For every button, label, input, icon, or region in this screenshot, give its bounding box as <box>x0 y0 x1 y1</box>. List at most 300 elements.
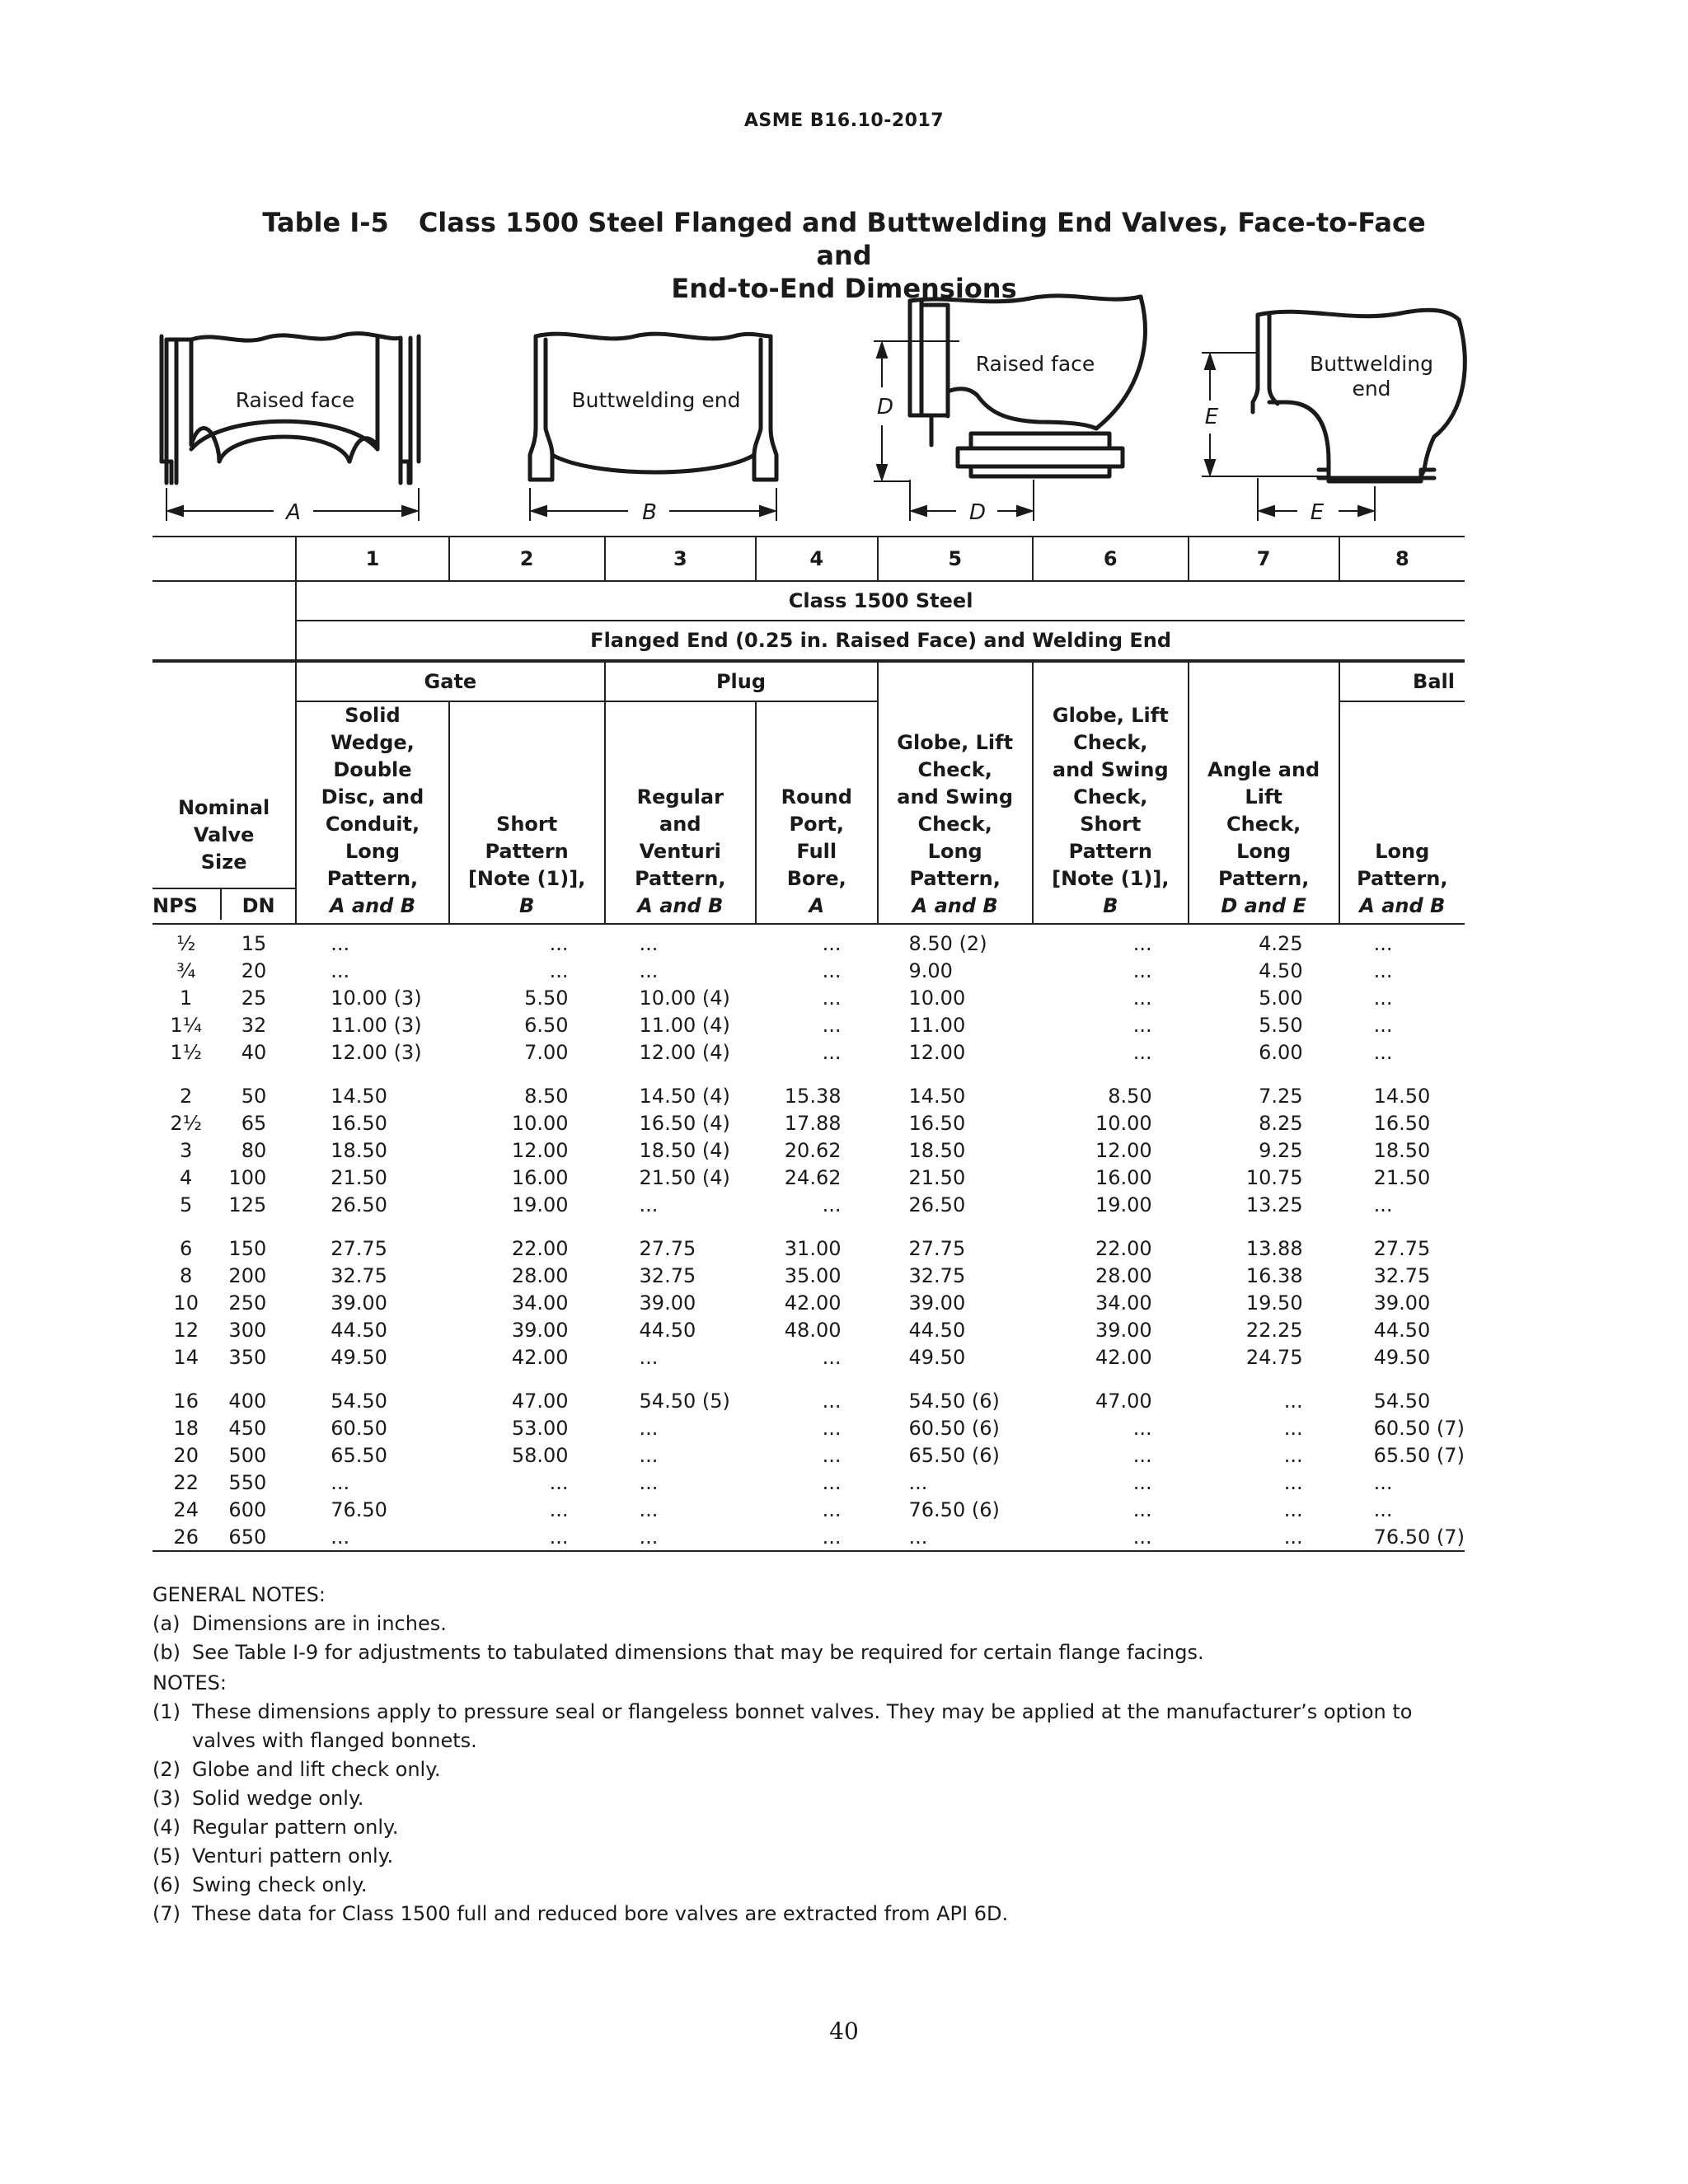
end-type-header: Flanged End (0.25 in. Raised Face) and Welding End <box>296 621 1465 661</box>
value-cell: 44.50 <box>331 1318 387 1342</box>
value-cell: ... <box>1132 1013 1152 1037</box>
col-head-ball-long <box>1339 701 1465 924</box>
dn-cell: 40 <box>241 1040 267 1064</box>
dn-cell: 600 <box>228 1497 267 1521</box>
col-head-pattern: B <box>1103 894 1118 917</box>
figure-label-a: Raised face <box>235 388 355 412</box>
col-head-pattern: B <box>518 894 535 917</box>
dn-cell: 50 <box>241 1084 267 1108</box>
nps-cell: 3 <box>180 1138 193 1162</box>
value-cell: ... <box>1283 1525 1303 1549</box>
value-cell: ... <box>1132 958 1152 982</box>
value-cell: ... <box>822 1443 842 1467</box>
table-row <box>152 1523 1465 1551</box>
value-cell: 5.50 <box>524 986 569 1010</box>
value-cell: 49.50 <box>331 1345 387 1369</box>
nps-cell: 1 <box>180 986 193 1010</box>
general-notes-list <box>152 1610 1471 1667</box>
note-item <box>152 1698 1471 1755</box>
value-cell: 14.50 (4) <box>639 1084 730 1108</box>
value-cell: 49.50 <box>1373 1345 1431 1369</box>
table-row <box>152 1082 1465 1109</box>
col-head-line: Check, <box>917 758 992 781</box>
table-row <box>152 1343 1465 1371</box>
value-cell: 54.50 <box>331 1389 387 1413</box>
value-cell: 54.50 <box>1373 1389 1431 1413</box>
table-row <box>152 1262 1465 1289</box>
value-cell: 9.25 <box>1259 1138 1303 1162</box>
value-cell: 48.00 <box>784 1318 842 1342</box>
table-row <box>152 930 1465 957</box>
col-head-line: Regular <box>636 785 724 808</box>
dn-cell: 150 <box>228 1236 267 1260</box>
dn-cell: 15 <box>241 931 267 955</box>
value-cell: 18.50 <box>908 1138 966 1162</box>
note-label: (2) <box>152 1758 181 1781</box>
table-row <box>152 1414 1465 1441</box>
value-cell: ... <box>1283 1416 1303 1440</box>
value-cell: ... <box>639 1193 659 1216</box>
dn-cell: 100 <box>228 1165 267 1189</box>
nps-cell: 8 <box>180 1263 193 1287</box>
nps-cell: 10 <box>173 1291 199 1315</box>
col-head-line: Disc, and <box>321 785 424 808</box>
table-row <box>152 1011 1465 1038</box>
col-head-globe-short <box>1033 661 1189 924</box>
value-cell: ... <box>549 958 569 982</box>
value-cell: 26.50 <box>908 1193 966 1216</box>
col-head-line: Long <box>1236 840 1292 863</box>
col-head-line: Round <box>781 785 852 808</box>
value-cell: 14.50 <box>331 1084 387 1108</box>
value-cell: ... <box>1132 931 1152 955</box>
notes-section <box>152 1581 1471 1929</box>
group-ball: Ball <box>1339 661 1465 701</box>
col-head-line: Venturi <box>639 840 721 863</box>
value-cell: 5.00 <box>1259 986 1303 1010</box>
note-text: Solid wedge only. <box>192 1787 364 1810</box>
value-cell: 9.00 <box>908 958 953 982</box>
value-cell: 76.50 (6) <box>908 1497 1000 1521</box>
value-cell: 11.00 (4) <box>639 1013 730 1037</box>
value-cell: 4.50 <box>1259 958 1303 982</box>
value-cell: ... <box>549 1497 569 1521</box>
value-cell: 18.50 <box>1373 1138 1431 1162</box>
note-item <box>152 1755 1471 1784</box>
note-label: (1) <box>152 1700 181 1723</box>
col-head-line: Pattern, <box>1357 867 1448 890</box>
value-cell: 10.00 <box>908 986 966 1010</box>
value-cell: 10.00 <box>511 1111 569 1135</box>
nps-cell: 2½ <box>170 1111 202 1135</box>
value-cell: 18.50 <box>331 1138 387 1162</box>
value-cell: ... <box>1373 1497 1393 1521</box>
nps-cell: 2 <box>180 1084 193 1108</box>
nps-cell: ½ <box>176 931 196 955</box>
table-row <box>152 1164 1465 1191</box>
table-row <box>152 1441 1465 1469</box>
valve-diagrams <box>0 0 1688 544</box>
col-head-pattern: D and E <box>1221 894 1306 917</box>
table-row <box>152 1109 1465 1137</box>
nps-cell: 22 <box>173 1470 199 1494</box>
nps-cell: 1¼ <box>170 1013 202 1037</box>
col-head-line: Globe, Lift <box>897 731 1014 754</box>
note-text: Regular pattern only. <box>192 1816 399 1839</box>
dn-cell: 125 <box>228 1193 267 1216</box>
value-cell: 21.50 (4) <box>639 1165 730 1189</box>
value-cell: 6.50 <box>524 1013 569 1037</box>
value-cell: 31.00 <box>784 1236 842 1260</box>
col-head-line: Check, <box>1226 813 1301 836</box>
value-cell: ... <box>822 1525 842 1549</box>
value-cell: ... <box>822 1497 842 1521</box>
note-text: Swing check only. <box>192 1873 368 1896</box>
dimension-letter-e-vertical: E <box>1204 405 1219 429</box>
column-number: 6 <box>1033 537 1189 581</box>
value-cell: ... <box>1132 986 1152 1010</box>
dn-cell: 200 <box>228 1263 267 1287</box>
col-head-line: Pattern <box>485 840 569 863</box>
col-head-line: Check, <box>1073 731 1148 754</box>
value-cell: 65.50 <box>331 1443 387 1467</box>
col-head-line: Lift <box>1245 785 1282 808</box>
value-cell: 76.50 <box>331 1497 387 1521</box>
value-cell: ... <box>549 1525 569 1549</box>
value-cell: 16.00 <box>1095 1165 1152 1189</box>
note-item <box>152 1784 1471 1813</box>
value-cell: 21.50 <box>908 1165 966 1189</box>
value-cell: ... <box>1373 931 1393 955</box>
col-head-line: Solid <box>345 704 401 727</box>
note-item <box>152 1842 1471 1871</box>
value-cell: 19.00 <box>1095 1193 1152 1216</box>
nps-header: NPS <box>152 894 198 917</box>
nps-cell: 12 <box>173 1318 199 1342</box>
value-cell: 21.50 <box>1373 1165 1431 1189</box>
value-cell: ... <box>822 1389 842 1413</box>
value-cell: ... <box>822 1416 842 1440</box>
note-item <box>152 1871 1471 1900</box>
table-title-line2: End-to-End Dimensions <box>671 273 1017 304</box>
value-cell: 16.50 (4) <box>639 1111 730 1135</box>
value-cell: 34.00 <box>511 1291 569 1315</box>
value-cell: 8.50 <box>524 1084 569 1108</box>
value-cell: ... <box>822 931 842 955</box>
value-cell: ... <box>1132 1040 1152 1064</box>
value-cell: 42.00 <box>784 1291 842 1315</box>
value-cell: ... <box>1132 1416 1152 1440</box>
value-cell: ... <box>639 1443 659 1467</box>
nps-cell: 24 <box>173 1497 199 1521</box>
col-head-pattern: A <box>809 894 825 917</box>
page-number: 40 <box>829 2018 859 2045</box>
table-row <box>152 1137 1465 1164</box>
value-cell: 34.00 <box>1095 1291 1152 1315</box>
value-cell: 42.00 <box>1095 1345 1152 1369</box>
value-cell: 14.50 <box>908 1084 966 1108</box>
value-cell: ... <box>549 931 569 955</box>
nps-cell: 16 <box>173 1389 199 1413</box>
table-row <box>152 1387 1465 1414</box>
col-head-line: and <box>659 813 701 836</box>
col-head-line: Bore, <box>786 867 846 890</box>
value-cell: 32.75 <box>639 1263 696 1287</box>
size-label: Size <box>200 851 247 874</box>
table-row <box>152 984 1465 1011</box>
figure-label-e-line1: Buttwelding <box>1310 352 1433 376</box>
dn-cell: 300 <box>228 1318 267 1342</box>
table-row <box>152 1289 1465 1316</box>
col-head-line: Full <box>796 840 837 863</box>
col-head-pattern: A and B <box>1359 894 1446 917</box>
dimension-letter-d-vertical: D <box>876 395 894 419</box>
value-cell: 16.50 <box>1373 1111 1431 1135</box>
dimension-letter-b: B <box>642 500 657 525</box>
col-head-line: Check, <box>1073 785 1148 808</box>
value-cell: 44.50 <box>908 1318 966 1342</box>
dn-cell: 500 <box>228 1443 267 1467</box>
value-cell: 65.50 (6) <box>908 1443 1000 1467</box>
value-cell: ... <box>1132 1525 1152 1549</box>
dn-cell: 32 <box>241 1013 267 1037</box>
group-gate: Gate <box>296 661 604 701</box>
value-cell: 32.75 <box>1373 1263 1431 1287</box>
value-cell: 22.25 <box>1245 1318 1303 1342</box>
col-head-line: Conduit, <box>325 813 420 836</box>
class-header: Class 1500 Steel <box>296 581 1465 621</box>
value-cell: ... <box>822 986 842 1010</box>
dn-cell: 450 <box>228 1416 267 1440</box>
value-cell: 19.00 <box>511 1193 569 1216</box>
nps-cell: 6 <box>180 1236 193 1260</box>
value-cell: ... <box>1132 1497 1152 1521</box>
note-label: (6) <box>152 1873 181 1896</box>
value-cell: ... <box>1283 1470 1303 1494</box>
value-cell: 58.00 <box>511 1443 569 1467</box>
value-cell: ... <box>822 1013 842 1037</box>
col-head-pattern: A and B <box>637 894 724 917</box>
value-cell: 54.50 (5) <box>639 1389 730 1413</box>
col-head-line: Long <box>345 840 400 863</box>
note-item <box>152 1813 1471 1842</box>
value-cell: ... <box>639 958 659 982</box>
value-cell: 10.00 (4) <box>639 986 730 1010</box>
value-cell: 10.75 <box>1245 1165 1303 1189</box>
value-cell: 10.00 <box>1095 1111 1152 1135</box>
value-cell: 11.00 <box>908 1013 966 1037</box>
value-cell: 32.75 <box>908 1263 966 1287</box>
value-cell: 22.00 <box>1095 1236 1152 1260</box>
value-cell: 4.25 <box>1259 931 1303 955</box>
value-cell: ... <box>639 931 659 955</box>
value-cell: ... <box>908 1525 928 1549</box>
table-row <box>152 1191 1465 1218</box>
nps-cell: 4 <box>180 1165 193 1189</box>
value-cell: 18.50 (4) <box>639 1138 730 1162</box>
table-row <box>152 1316 1465 1343</box>
general-notes-title: GENERAL NOTES: <box>152 1583 326 1606</box>
value-cell: 19.50 <box>1245 1291 1303 1315</box>
column-number: 2 <box>449 537 605 581</box>
nps-cell: 20 <box>173 1443 199 1467</box>
column-number: 3 <box>605 537 757 581</box>
value-cell: 7.00 <box>524 1040 569 1064</box>
value-cell: ... <box>822 1470 842 1494</box>
col-head-line: Double <box>333 758 412 781</box>
table-row <box>152 957 1465 984</box>
value-cell: 42.00 <box>511 1345 569 1369</box>
col-head-regular-venturi <box>605 701 757 924</box>
col-head-globe-long <box>878 661 1033 924</box>
note-text: Dimensions are in inches. <box>192 1612 447 1635</box>
value-cell: 12.00 <box>1095 1138 1152 1162</box>
col-head-angle <box>1189 661 1339 924</box>
col-head-line: Pattern, <box>1217 867 1310 890</box>
col-head-line: Port, <box>789 813 845 836</box>
value-cell: 16.38 <box>1245 1263 1303 1287</box>
nps-cell: 1½ <box>170 1040 202 1064</box>
value-cell: 16.50 <box>331 1111 387 1135</box>
notes-title: NOTES: <box>152 1671 227 1694</box>
dimension-letter-e-horizontal: E <box>1310 500 1325 525</box>
figure-raised-face-d <box>910 296 1145 476</box>
note-label: (5) <box>152 1844 181 1868</box>
value-cell: 14.50 <box>1373 1084 1431 1108</box>
value-cell: ... <box>1132 1470 1152 1494</box>
note-text: Globe and lift check only. <box>192 1758 441 1781</box>
col-head-pattern: A and B <box>329 894 415 917</box>
value-cell: 12.00 (4) <box>639 1040 730 1064</box>
value-cell: ... <box>822 1345 842 1369</box>
figure-label-e-line2: end <box>1352 377 1391 401</box>
col-head-solid-wedge <box>296 701 448 924</box>
note-text: See Table I-9 for adjustments to tabulated dimensions that may be required for certain flange facings. <box>192 1641 1204 1664</box>
value-cell: 7.25 <box>1259 1084 1303 1108</box>
value-cell: 39.00 <box>639 1291 696 1315</box>
value-cell: 32.75 <box>331 1263 387 1287</box>
note-item <box>152 1638 1471 1667</box>
figure-label-d: Raised face <box>975 352 1095 376</box>
col-head-line: Wedge, <box>331 731 415 754</box>
value-cell: ... <box>1373 1040 1393 1064</box>
col-head-line: Pattern, <box>326 867 419 890</box>
value-cell: ... <box>639 1497 659 1521</box>
value-cell: 26.50 <box>331 1193 387 1216</box>
dn-cell: 550 <box>228 1470 267 1494</box>
table-row <box>152 1038 1465 1066</box>
column-number: 5 <box>878 537 1033 581</box>
value-cell: 44.50 <box>639 1318 696 1342</box>
dn-cell: 20 <box>241 958 267 982</box>
value-cell: ... <box>822 1193 842 1216</box>
value-cell: 47.00 <box>1095 1389 1152 1413</box>
value-cell: ... <box>1373 1470 1393 1494</box>
value-cell: ... <box>639 1416 659 1440</box>
value-cell: 5.50 <box>1259 1013 1303 1037</box>
col-head-line: Angle and <box>1207 758 1320 781</box>
column-number: 8 <box>1339 537 1465 581</box>
col-head-line: Short <box>1080 813 1142 836</box>
col-head-line: Short <box>496 813 558 836</box>
dn-cell: 25 <box>241 986 267 1010</box>
valve-label: Valve <box>193 823 255 846</box>
col-head-line: and Swing <box>897 785 1014 808</box>
column-number: 4 <box>756 537 877 581</box>
value-cell: 39.00 <box>331 1291 387 1315</box>
dn-header: DN <box>220 889 295 920</box>
value-cell: ... <box>331 958 350 982</box>
table-body <box>152 924 1465 1555</box>
column-number-row <box>152 537 1465 581</box>
value-cell: ... <box>1373 986 1393 1010</box>
value-cell: 76.50 (7) <box>1373 1525 1465 1549</box>
value-cell: 60.50 <box>331 1416 387 1440</box>
value-cell: ... <box>1132 1443 1152 1467</box>
value-cell: 15.38 <box>784 1084 842 1108</box>
note-item <box>152 1900 1471 1929</box>
col-head-line: Long <box>1375 840 1430 863</box>
col-head-pattern: A and B <box>912 894 998 917</box>
nps-cell: 14 <box>173 1345 199 1369</box>
nominal-size-header <box>152 661 296 924</box>
dimensions-table <box>152 536 1465 1555</box>
col-head-line: Pattern, <box>635 867 726 890</box>
note-item <box>152 1610 1471 1638</box>
figure-label-b: Buttwelding end <box>571 388 741 412</box>
note-text: These data for Class 1500 full and reduced bore valves are extracted from API 6D. <box>192 1902 1009 1925</box>
value-cell: 39.00 <box>1373 1291 1431 1315</box>
value-cell: ... <box>639 1525 659 1549</box>
table-title-line1: Class 1500 Steel Flanged and Buttwelding End Valves, Face-to-Face and <box>418 207 1426 271</box>
note-label: (3) <box>152 1787 181 1810</box>
value-cell: ... <box>1283 1443 1303 1467</box>
value-cell: 13.25 <box>1245 1193 1303 1216</box>
value-cell: ... <box>822 958 842 982</box>
col-head-line: [Note (1)], <box>467 867 586 890</box>
value-cell: 12.00 <box>511 1138 569 1162</box>
col-head-short-pattern <box>449 701 605 924</box>
value-cell: 49.50 <box>908 1345 966 1369</box>
dn-cell: 350 <box>228 1345 267 1369</box>
value-cell: 39.00 <box>908 1291 966 1315</box>
notes-list <box>152 1698 1471 1929</box>
value-cell: 22.00 <box>511 1236 569 1260</box>
value-cell: 44.50 <box>1373 1318 1431 1342</box>
value-cell: ... <box>1373 958 1393 982</box>
value-cell: 24.75 <box>1245 1345 1303 1369</box>
value-cell: 60.50 (7) <box>1373 1416 1465 1440</box>
value-cell: ... <box>822 1040 842 1064</box>
col-head-round-port <box>756 701 877 924</box>
value-cell: ... <box>1373 1193 1393 1216</box>
value-cell: 54.50 (6) <box>908 1389 1000 1413</box>
value-cell: 16.50 <box>908 1111 966 1135</box>
value-cell: ... <box>639 1470 659 1494</box>
value-cell: 21.50 <box>331 1165 387 1189</box>
dimension-letter-d-horizontal: D <box>968 500 987 525</box>
col-head-line: Pattern <box>1068 840 1152 863</box>
value-cell: 8.50 <box>1108 1084 1152 1108</box>
value-cell: 28.00 <box>1095 1263 1152 1287</box>
table-row <box>152 1235 1465 1262</box>
dimension-letter-a: A <box>286 500 301 525</box>
value-cell: 12.00 (3) <box>331 1040 422 1064</box>
nominal-label: Nominal <box>177 796 270 819</box>
value-cell: 11.00 (3) <box>331 1013 422 1037</box>
col-head-line: Check, <box>917 813 992 836</box>
value-cell: 53.00 <box>511 1416 569 1440</box>
